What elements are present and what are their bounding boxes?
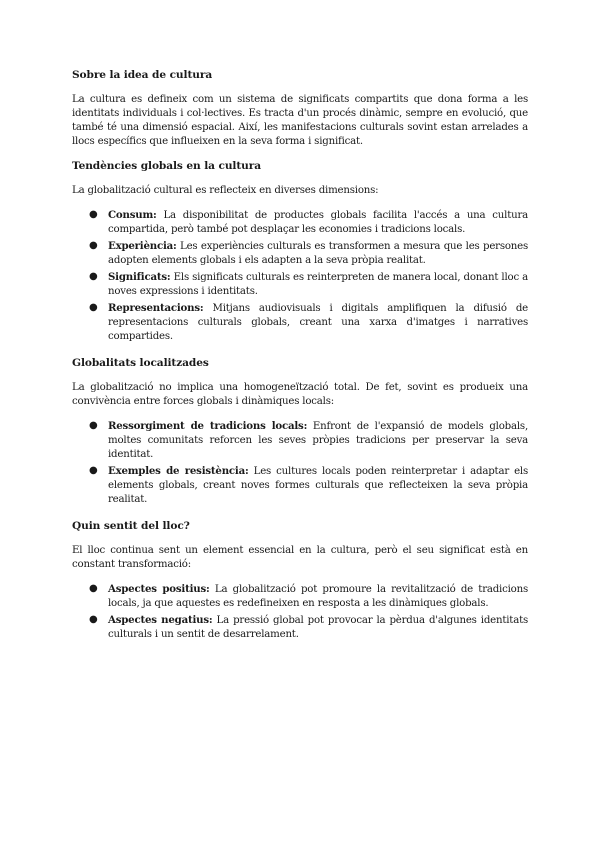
list-item-text: La globalització pot promoure la revitalització de tradicions locals, ja que aquestes es redefineixen en resposta a les dinàmiques globals. (108, 584, 529, 609)
list-item (72, 301, 528, 344)
list-item-term: Ressorgiment de tradicions locals: (108, 420, 308, 432)
section-heading: Quin sentit del lloc? (72, 520, 190, 532)
list-item-term: Significats: (108, 271, 171, 283)
bullet-icon: ● (89, 465, 98, 476)
section (72, 519, 528, 642)
section-paragraph: La globalització cultural es reflecteix en diverses dimensions: (72, 185, 379, 196)
list-item (72, 613, 528, 642)
bullet-icon: ● (89, 583, 98, 594)
list-item-term: Experiència: (108, 240, 177, 252)
list-item-text: La pressió global pot provocar la pèrdua d'algunes identitats culturals i un sentit de desarrelament. (108, 615, 528, 640)
list-item-term: Exemples de resistència: (108, 465, 249, 477)
bullet-list (72, 419, 528, 507)
section-heading: Sobre la idea de cultura (72, 69, 213, 81)
bullet-icon: ● (89, 614, 98, 625)
section-paragraph: La cultura es defineix com un sistema de significats compartits que dona forma a les identitats individuals i col·lectives. Es tracta d'un procés dinàmic, sempre en evolució, que també té una dimensió espacial. Així, les manifestacions culturals sovint estan arrelades a llocs específics que influeixen en la seva forma i significat. (72, 94, 528, 147)
list-item-term: Consum: (108, 209, 157, 221)
list-item-term: Aspectes negatius: (108, 614, 213, 626)
bullet-icon: ● (89, 240, 98, 251)
list-item-text: Les cultures locals poden reinterpretar i adaptar els elements globals, creant noves formes culturals que reflecteixen la seva pròpia realitat. (108, 466, 529, 505)
section-paragraph: La globalització no implica una homogeneïtzació total. De fet, sovint es produeix una convivència entre forces globals i dinàmiques locals: (72, 382, 528, 407)
bullet-list (72, 582, 528, 642)
bullet-icon: ● (89, 271, 98, 282)
list-item-text: Mitjans audiovisuals i digitals amplifiquen la difusió de representacions culturals globals, creant una xarxa d'imatges i narratives compartides. (108, 303, 528, 342)
list-item-term: Representacions: (108, 302, 204, 314)
bullet-icon: ● (89, 209, 98, 220)
section (72, 68, 528, 149)
list-item-text: Enfront de l'expansió de models globals, moltes comunitats reforcen les seves pròpies tradicions per preservar la seva identitat. (108, 421, 528, 460)
section-heading: Globalitats localitzades (72, 357, 209, 369)
section-paragraph: El lloc continua sent un element essencial en la cultura, però el seu significat està en constant transformació: (72, 545, 528, 570)
list-item (72, 582, 528, 611)
section (72, 356, 528, 507)
list-item-term: Aspectes positius: (108, 583, 210, 595)
bullet-list (72, 208, 528, 344)
list-item-text: Les experiències culturals es transformen a mesura que les persones adopten elements globals i els adapten a la seva pròpia realitat. (108, 241, 528, 266)
list-item-text: La disponibilitat de productes globals facilita l'accés a una cultura compartida, però també pot desplaçar les economies i tradicions locals. (108, 210, 528, 235)
section-heading: Tendències globals en la cultura (72, 160, 261, 172)
list-item (72, 208, 528, 237)
list-item (72, 464, 528, 507)
bullet-icon: ● (89, 420, 98, 431)
section (72, 159, 528, 344)
list-item (72, 239, 528, 268)
list-item-text: Els significats culturals es reinterpreten de manera local, donant lloc a noves expressions i identitats. (108, 272, 528, 297)
list-item (72, 419, 528, 462)
list-item (72, 270, 528, 299)
document-content (72, 68, 528, 654)
bullet-icon: ● (89, 302, 98, 313)
